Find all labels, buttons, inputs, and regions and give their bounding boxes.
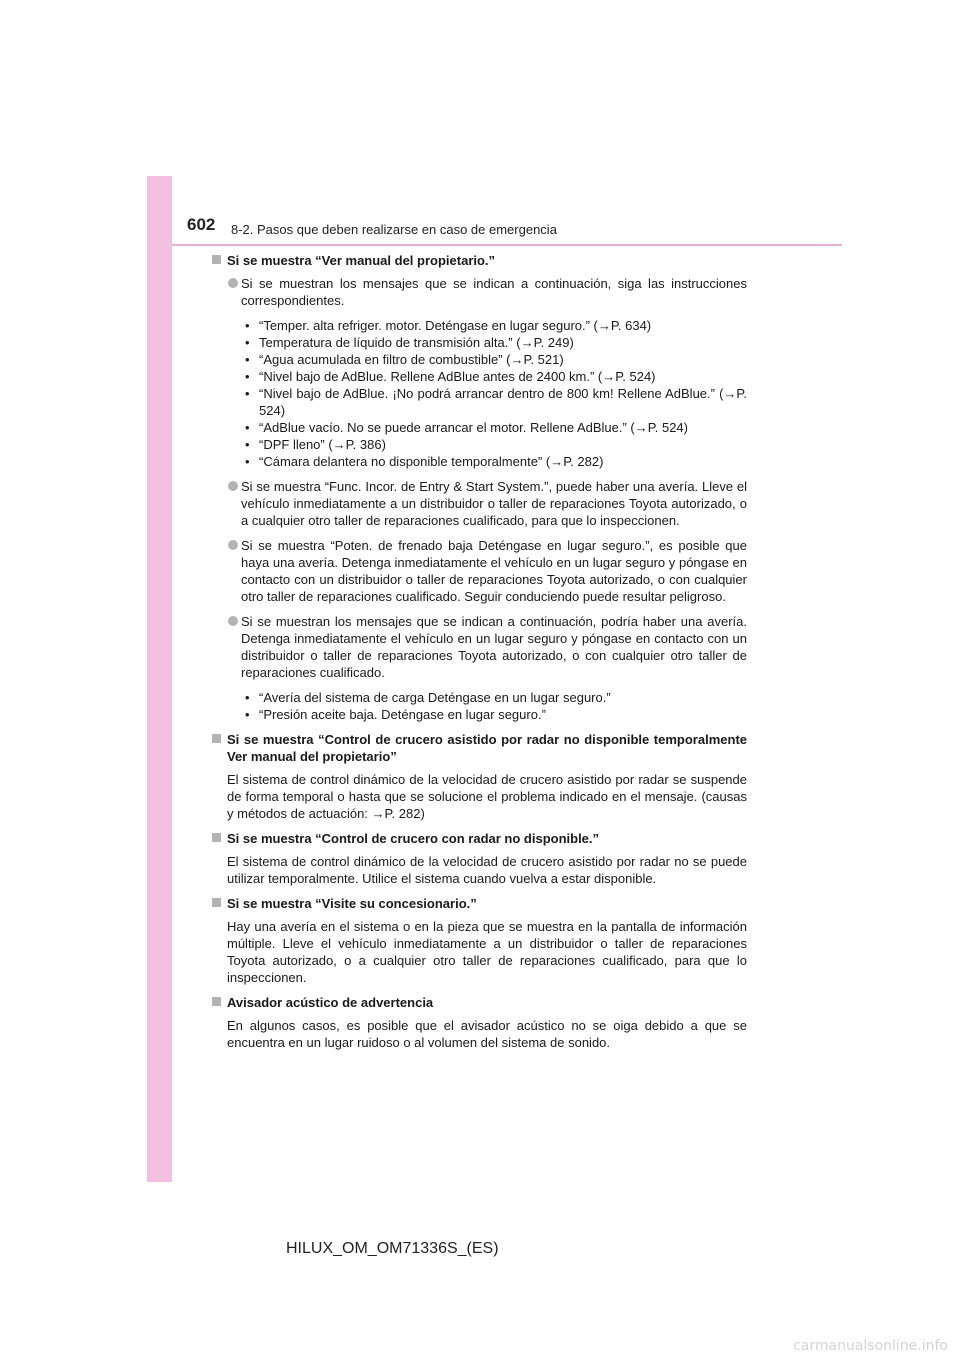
heading-text: Si se muestra “Ver manual del propietario.” bbox=[227, 253, 496, 268]
list-item-text: “Nivel bajo de AdBlue. ¡No podrá arrancar dentro de 800 km! Rellene AdBlue.” (→P. 524) bbox=[259, 386, 747, 418]
body-paragraph: Hay una avería en el sistema o en la pieza que se muestra en la pantalla de información múltiple. Lleve el vehículo inmediatamente a un distribuidor o taller de reparaciones Toyota autorizado, o a cualquier otro taller de reparaciones cualificado, para que lo inspeccionen. bbox=[227, 919, 747, 985]
bullet-paragraph bbox=[227, 537, 747, 605]
list-item bbox=[241, 436, 747, 453]
list-item bbox=[241, 706, 747, 723]
bullet-paragraph bbox=[227, 478, 747, 529]
square-bullet-icon bbox=[212, 997, 221, 1006]
small-bullet-icon: • bbox=[245, 318, 250, 333]
body-paragraph: En algunos casos, es posible que el avisador acústico no se oiga debido a que se encuentra en un lugar ruidoso o al volumen del sistema de sonido. bbox=[227, 1018, 747, 1050]
body-paragraph: El sistema de control dinámico de la velocidad de crucero asistido por radar se suspende de forma temporal o hasta que se solucione el problema indicado en el mensaje. (causas y métodos de actuación: →P. 282) bbox=[227, 772, 747, 821]
list-item bbox=[241, 368, 747, 385]
small-bullet-icon: • bbox=[245, 437, 250, 452]
circle-bullet-icon bbox=[228, 540, 238, 550]
bullet-text: Si se muestra “Poten. de frenado baja Deténgase en lugar seguro.”, es posible que haya una avería. Detenga inmediatamente el vehículo en un lugar seguro y póngase en contacto con un distribuidor o taller de reparaciones Toyota autorizado, o con cualquier otro taller de reparaciones cualificado. Seguir conduciendo puede resultar peligroso. bbox=[241, 538, 747, 604]
bullet-text: Si se muestran los mensajes que se indican a continuación, podría haber una avería. Detenga inmediatamente el vehículo en un lugar seguro y póngase en contacto con un distribuidor o taller de reparaciones Toyota autorizado, o con cualquier otro taller de reparaciones cualificado. bbox=[241, 614, 747, 680]
bullet-paragraph bbox=[227, 275, 747, 309]
heading-text: Avisador acústico de advertencia bbox=[227, 995, 434, 1010]
small-bullet-icon: • bbox=[245, 707, 250, 722]
small-bullet-icon: • bbox=[245, 454, 250, 469]
header-divider bbox=[172, 244, 842, 246]
section-heading bbox=[211, 830, 747, 847]
square-bullet-icon bbox=[212, 898, 221, 907]
heading-text: Si se muestra “Visite su concesionario.” bbox=[227, 896, 477, 911]
bullet-paragraph bbox=[227, 613, 747, 681]
page-number: 602 bbox=[187, 215, 216, 234]
heading-text: Si se muestra “Control de crucero con radar no disponible.” bbox=[227, 831, 600, 846]
small-bullet-icon: • bbox=[245, 369, 250, 384]
circle-bullet-icon bbox=[228, 278, 238, 288]
heading-text: Si se muestra “Control de crucero asistido por radar no disponible temporalmente Ver manual del propietario” bbox=[227, 732, 747, 764]
body-paragraph: El sistema de control dinámico de la velocidad de crucero asistido por radar no se puede utilizar temporalmente. Utilice el sistema cuando vuelva a estar disponible. bbox=[227, 854, 747, 886]
list-item bbox=[241, 334, 747, 351]
bullet-text: Si se muestran los mensajes que se indican a continuación, siga las instrucciones correspondientes. bbox=[241, 276, 747, 308]
list-item bbox=[241, 689, 747, 706]
list-item bbox=[241, 385, 747, 419]
square-bullet-icon bbox=[212, 255, 221, 264]
square-bullet-icon bbox=[212, 734, 221, 743]
list-item-text: “AdBlue vacío. No se puede arrancar el motor. Rellene AdBlue.” (→P. 524) bbox=[259, 420, 688, 435]
square-bullet-icon bbox=[212, 833, 221, 842]
small-bullet-icon: • bbox=[245, 420, 250, 435]
list-item bbox=[241, 453, 747, 470]
message-list bbox=[241, 689, 747, 723]
list-item-text: Temperatura de líquido de transmisión alta.” (→P. 249) bbox=[259, 335, 574, 350]
list-item-text: “DPF lleno” (→P. 386) bbox=[259, 437, 386, 452]
list-item-text: “Nivel bajo de AdBlue. Rellene AdBlue antes de 2400 km.” (→P. 524) bbox=[259, 369, 656, 384]
circle-bullet-icon bbox=[228, 481, 238, 491]
section-heading bbox=[211, 994, 747, 1011]
section-heading bbox=[211, 731, 747, 765]
small-bullet-icon: • bbox=[245, 335, 250, 350]
list-item bbox=[241, 419, 747, 436]
message-list bbox=[241, 317, 747, 470]
small-bullet-icon: • bbox=[245, 690, 250, 705]
list-item-text: “Agua acumulada en filtro de combustible” (→P. 521) bbox=[259, 352, 564, 367]
circle-bullet-icon bbox=[228, 616, 238, 626]
side-color-band bbox=[147, 176, 172, 1182]
list-item bbox=[241, 317, 747, 334]
footer-document-code: HILUX_OM_OM71336S_(ES) bbox=[286, 1240, 499, 1257]
section-heading bbox=[211, 895, 747, 912]
small-bullet-icon: • bbox=[245, 386, 250, 401]
list-item-text: “Temper. alta refriger. motor. Deténgase en lugar seguro.” (→P. 634) bbox=[259, 318, 652, 333]
bullet-text: Si se muestra “Func. Incor. de Entry & Start System.”, puede haber una avería. Lleve el vehículo inmediatamente a un distribuidor o taller de reparaciones Toyota autorizado, o a cualquier otro taller de reparaciones cualificado, para que lo inspeccionen. bbox=[241, 479, 747, 528]
list-item-text: “Presión aceite baja. Deténgase en lugar seguro.” bbox=[259, 707, 546, 722]
list-item-text: “Cámara delantera no disponible temporalmente” (→P. 282) bbox=[259, 454, 604, 469]
section-heading bbox=[211, 252, 747, 269]
page-content bbox=[211, 252, 747, 1059]
list-item-text: “Avería del sistema de carga Deténgase en un lugar seguro.” bbox=[259, 690, 611, 705]
small-bullet-icon: • bbox=[245, 352, 250, 367]
section-title: 8-2. Pasos que deben realizarse en caso de emergencia bbox=[231, 222, 557, 237]
list-item bbox=[241, 351, 747, 368]
watermark: carmanualsonline.info bbox=[793, 1338, 948, 1354]
